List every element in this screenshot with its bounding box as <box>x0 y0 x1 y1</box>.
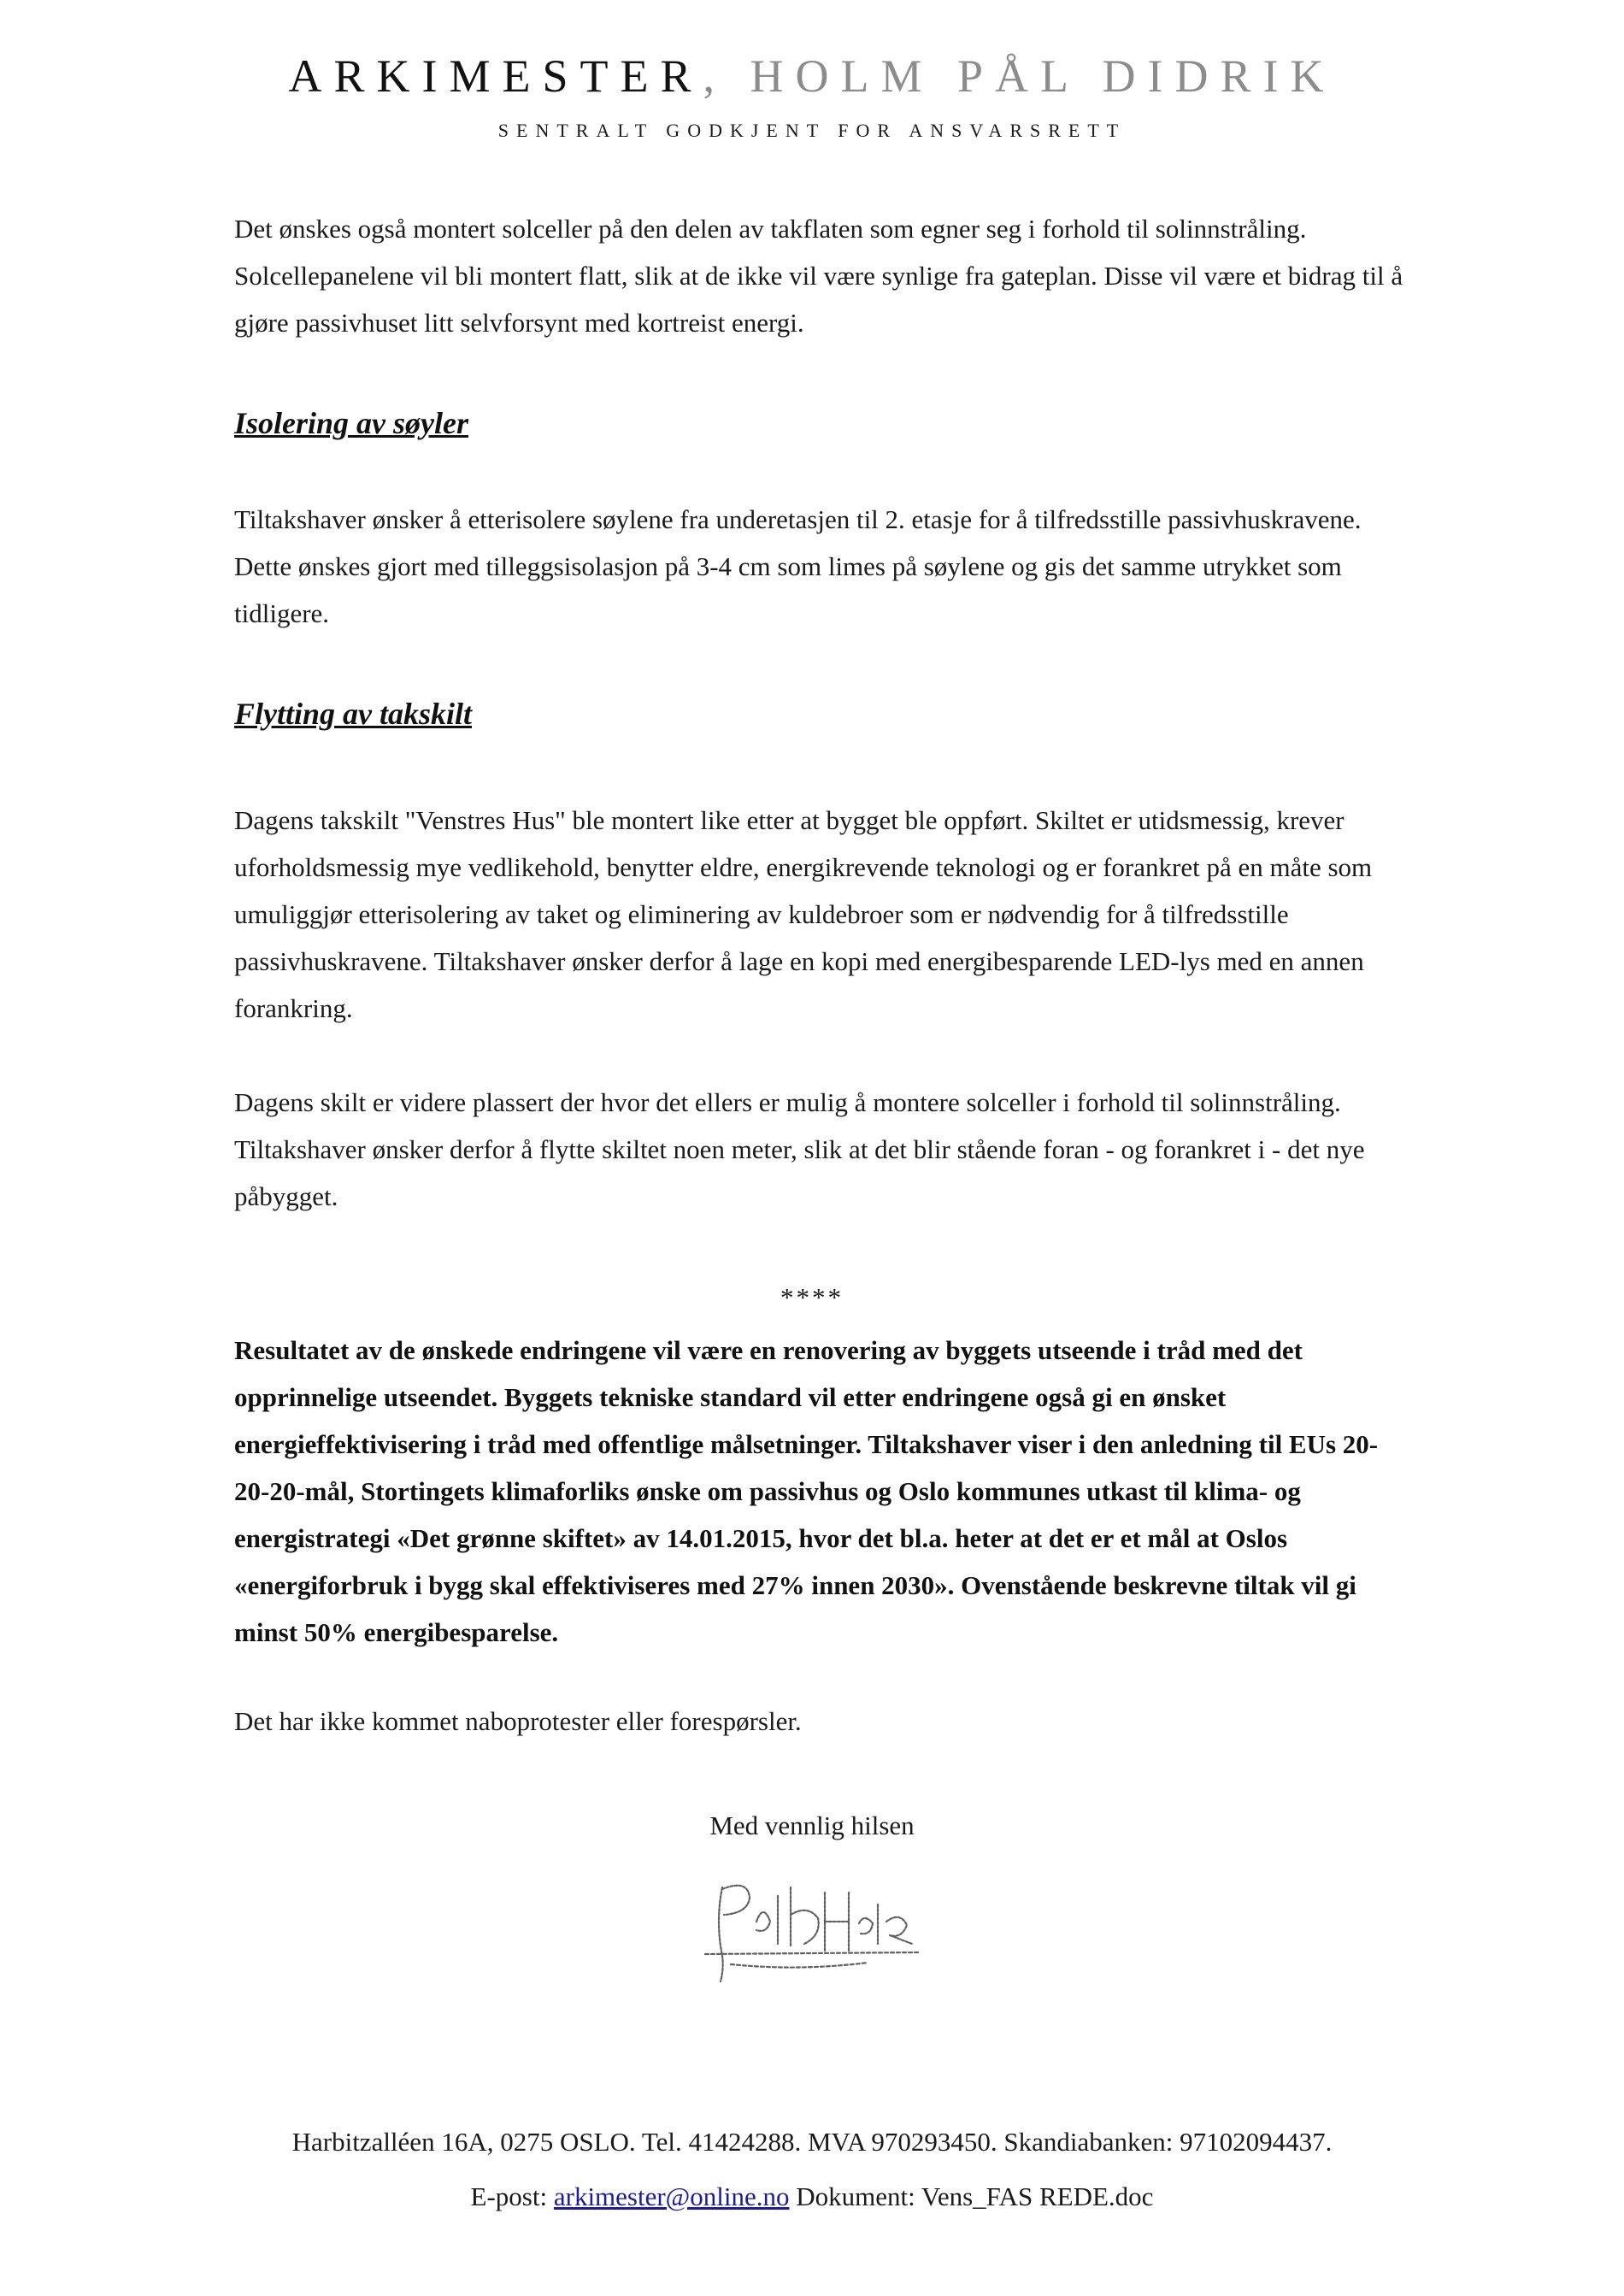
signature-image <box>697 1862 927 1999</box>
email-link[interactable]: arkimester@online.no <box>553 2181 790 2211</box>
closing-greeting: Med vennlig hilsen <box>709 1810 915 1840</box>
signature-drawing <box>697 1862 927 1999</box>
flytting-text-1: Dagens takskilt "Venstres Hus" ble montert like etter at bygget ble oppført. Skiltet er utidsmessig, krever uforholdsmessig mye vedlikehold, benytter eldre, energikrevende teknologi og er forankret på en måte som umuliggjør etterisolering av taket og eliminering av kuldebroer som er nødvendig for å tilfredsstille passivhuskravene. Tiltakshaver ønsker derfor å lage en kopi med energibesparende LED-lys med en annen forankring. <box>234 805 1373 1023</box>
isolering-paragraph <box>234 496 1405 637</box>
intro-paragraph <box>234 205 1405 346</box>
footer-email-prefix: E-post: <box>470 2181 554 2211</box>
isolering-text: Tiltakshaver ønsker å etterisolere søylene fra underetasjen til 2. etasje for å tilfredsstille passivhuskravene. Dette ønskes gjort med tilleggsisolasjon på 3-4 cm som limes på søylene og gis det samme utrykket som tidligere. <box>234 504 1362 628</box>
footer-document: Dokument: Vens_FAS REDE.doc <box>789 2181 1154 2211</box>
footer-contact <box>0 2181 1624 2212</box>
flytting-paragraph-1 <box>234 797 1405 1032</box>
neighbors-note <box>234 1698 1405 1745</box>
conclusion-paragraph <box>234 1327 1405 1656</box>
flytting-text-2: Dagens skilt er videre plassert der hvor det ellers er mulig å montere solceller i forhold til solinnstråling. Tiltakshaver ønsker derfor å flytte skiltet noen meter, slik at det blir stående foran - og forankret i - det nye påbygget. <box>234 1087 1365 1211</box>
firm-name: ARKIMESTER <box>288 50 703 102</box>
firm-name-separator: , <box>703 50 727 102</box>
architect-name: HOLM PÅL DIDRIK <box>750 50 1336 102</box>
neighbors-text: Det har ikke kommet naboprotester eller forespørsler. <box>234 1706 802 1736</box>
heading-flytting: Flytting av takskilt <box>234 697 473 731</box>
flytting-paragraph-2 <box>234 1079 1405 1220</box>
intro-text: Det ønskes også montert solceller på den delen av takflaten som egner seg i forhold til solinnstråling. Solcellepanelene vil bli montert flatt, slik at de ikke vil være synlige fra gateplan. Disse vil være et bidrag til å gjøre passivhuset litt selvforsynt med kortreist energi. <box>234 214 1403 338</box>
footer-address: Harbitzalléen 16A, 0275 OSLO. Tel. 41424288. MVA 970293450. Skandiabanken: 97102094437. <box>291 2127 1333 2157</box>
conclusion-text: Resultatet av de ønskede endringene vil være en renovering av byggets utseende i tråd med det opprinnelige utseendet. Byggets tekniske standard vil etter endringene også gi en ønsket energieffektivisering i tråd med offentlige målsetninger. Tiltakshaver viser i den anledning til EUs 20-20-20-mål, Stortingets klimaforliks ønske om passivhus og Oslo kommunes utkast til klima- og energistrategi «Det grønne skiftet» av 14.01.2015, hvor det bl.a. heter at det er et mål at Oslos «energiforbruk i bygg skal effektiviseres med 27% innen 2030». Ovenstående beskrevne tiltak vil gi minst 50% energibesparelse. <box>234 1335 1379 1647</box>
heading-isolering: Isolering av søyler <box>234 406 468 440</box>
section-separator: **** <box>780 1282 844 1312</box>
letterhead-subtitle: SENTRALT GODKJENT FOR ANSVARSRETT <box>497 120 1127 141</box>
letterhead-title <box>0 50 1624 102</box>
